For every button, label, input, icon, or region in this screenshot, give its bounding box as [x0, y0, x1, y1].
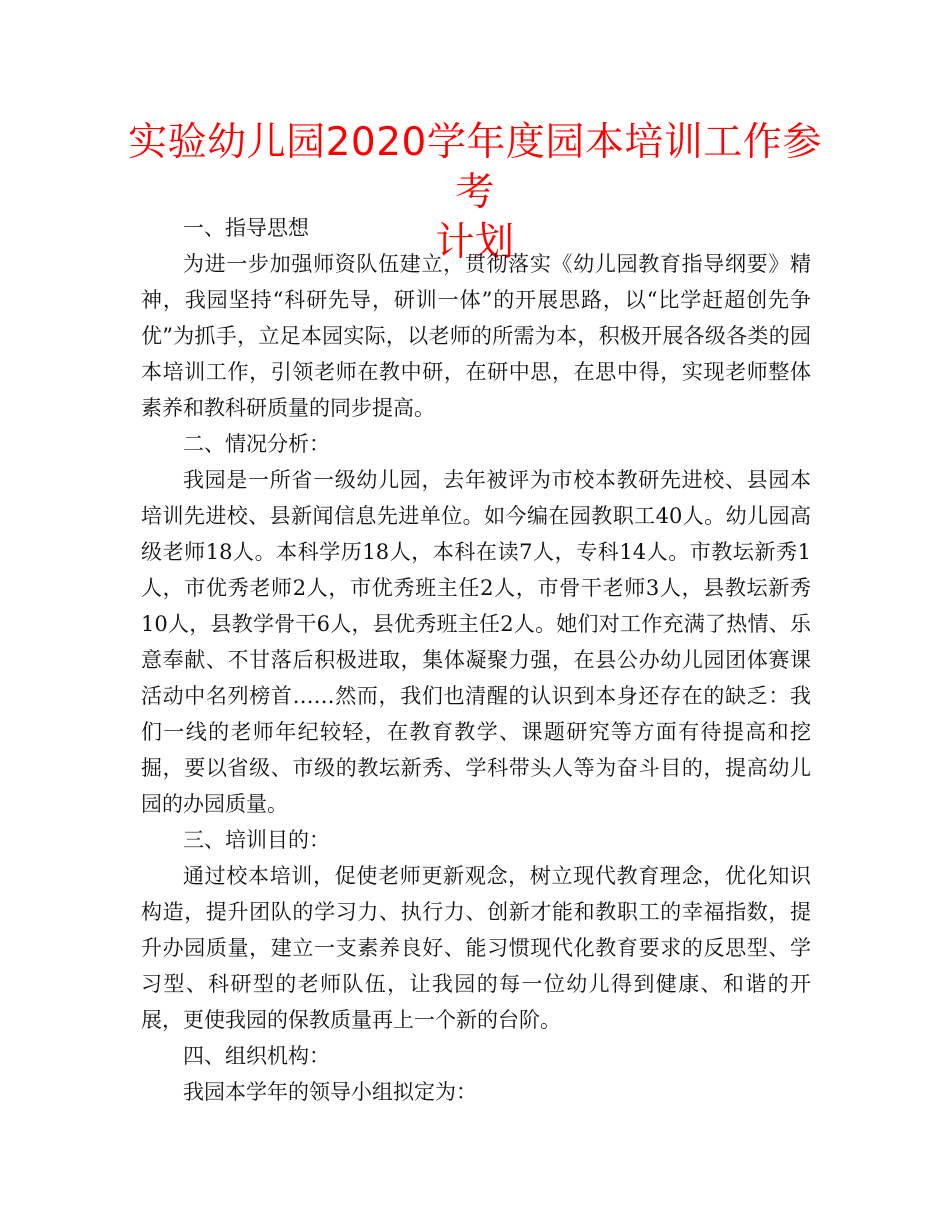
paragraph-organization: 我园本学年的领导小组拟定为：	[183, 1080, 477, 1104]
title-line-1: 实验幼儿园2020学年度园本培训工作参考	[128, 120, 822, 215]
heading-situation-analysis: 二、情况分析：	[183, 432, 330, 456]
heading-guiding-ideology: 一、指导思想	[183, 216, 309, 240]
paragraph-guiding-ideology: 为进一步加强师资队伍建立，贯彻落实《幼儿园教育指导纲要》精神，我园坚持“科研先导，研训一体”的开展思路，以“比学赶超创先争优”为抓手，立足本园实际，以老师的所需为本，积极开展各级各类的园本培训工作，引领老师在教中研，在研中思，在思中得，实现老师整体素养和教科研质量的同步提高。	[141, 252, 811, 420]
heading-training-goals: 三、培训目的：	[183, 828, 330, 852]
title-line-2: 计划	[435, 220, 515, 265]
paragraph-training-goals: 通过校本培训，促使老师更新观念，树立现代教育理念，优化知识构造，提升团队的学习力、执行力、创新才能和教职工的幸福指数，提升办园质量，建立一支素养良好、能习惯现代化教育要求的反思型、学习型、科研型的老师队伍，让我园的每一位幼儿得到健康、和谐的开展，更使我园的保教质量再上一个新的台阶。	[141, 864, 811, 1032]
paragraph-situation-analysis: 我园是一所省一级幼儿园，去年被评为市校本教研先进校、县园本培训先进校、县新闻信息先进单位。如今编在园教职工40人。幼儿园高级老师18人。本科学历18人，本科在读7人，专科14人。市教坛新秀1人，市优秀老师2人，市优秀班主任2人，市骨干老师3人，县教坛新秀10人，县教学骨干6人，县优秀班主任2人。她们对工作充满了热情、乐意奉献、不甘落后积极进取，集体凝聚力强，在县公办幼儿园团体赛课活动中名列榜首……然而，我们也清醒的认识到本身还存在的缺乏：我们一线的老师年纪较轻，在教育教学、课题研究等方面有待提高和挖掘，要以省级、市级的教坛新秀、学科带头人等为奋斗目的，提高幼儿园的办园质量。	[141, 468, 811, 816]
document-body	[141, 210, 811, 1110]
heading-organization: 四、组织机构：	[183, 1044, 330, 1068]
